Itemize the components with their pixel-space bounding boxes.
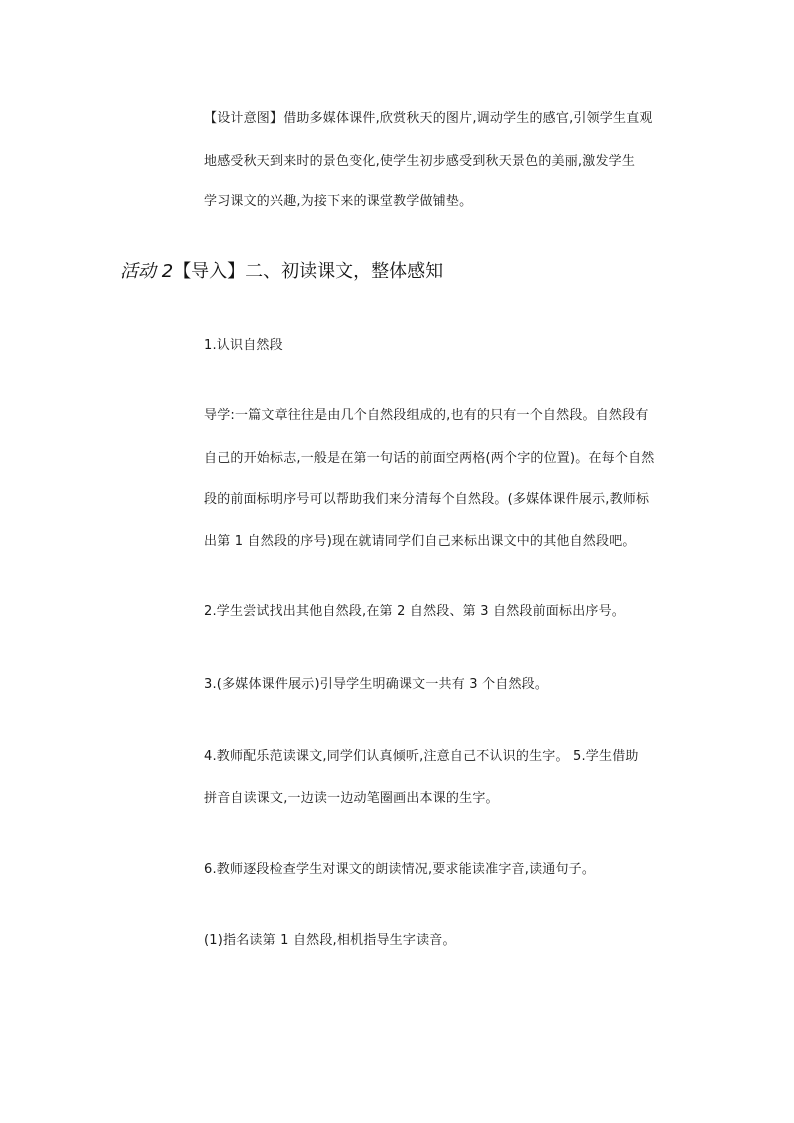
- activity-title: 【导入】二、初读课文，整体感知: [173, 261, 444, 282]
- step-1-title: 1.认识自然段: [204, 338, 283, 353]
- design-intent-line-3: 学习课文的兴趣,为接下来的课堂教学做铺垫。: [204, 194, 473, 209]
- step-6-sub-1: (1)指名读第 1 自然段,相机指导生字读音。: [204, 933, 456, 948]
- step-6: 6.教师逐段检查学生对课文的朗读情况,要求能读准字音,读通句子。: [204, 862, 596, 877]
- guide-line-1: 导学:一篇文章往往是由几个自然段组成的,也有的只有一个自然段。自然段有: [204, 408, 649, 423]
- step-4-line-1: 4.教师配乐范读课文,同学们认真倾听,注意自己不认识的生字。 5.学生借助: [204, 749, 639, 764]
- guide-line-2: 自己的开始标志,一般是在第一句话的前面空两格(两个字的位置)。在每个自然: [204, 451, 655, 466]
- guide-line-4: 出第 1 自然段的序号)现在就请同学们自己来标出课文中的其他自然段吧。: [204, 534, 636, 549]
- design-intent-line-1: 【设计意图】借助多媒体课件,欣赏秋天的图片,调动学生的感官,引领学生直观: [204, 111, 653, 126]
- step-3: 3.(多媒体课件展示)引导学生明确课文一共有 3 个自然段。: [204, 677, 549, 692]
- design-intent-line-2: 地感受秋天到来时的景色变化,使学生初步感受到秋天景色的美丽,激发学生: [204, 154, 636, 169]
- guide-line-3: 段的前面标明序号可以帮助我们来分清每个自然段。(多媒体课件展示,教师标: [204, 492, 650, 507]
- step-2: 2.学生尝试找出其他自然段,在第 2 自然段、第 3 自然段前面标出序号。: [204, 604, 626, 619]
- step-4-line-2: 拼音自读课文,一边读一边动笔圈画出本课的生字。: [204, 791, 499, 806]
- activity-number: 活动 2: [120, 261, 174, 282]
- activity-heading: [120, 260, 443, 284]
